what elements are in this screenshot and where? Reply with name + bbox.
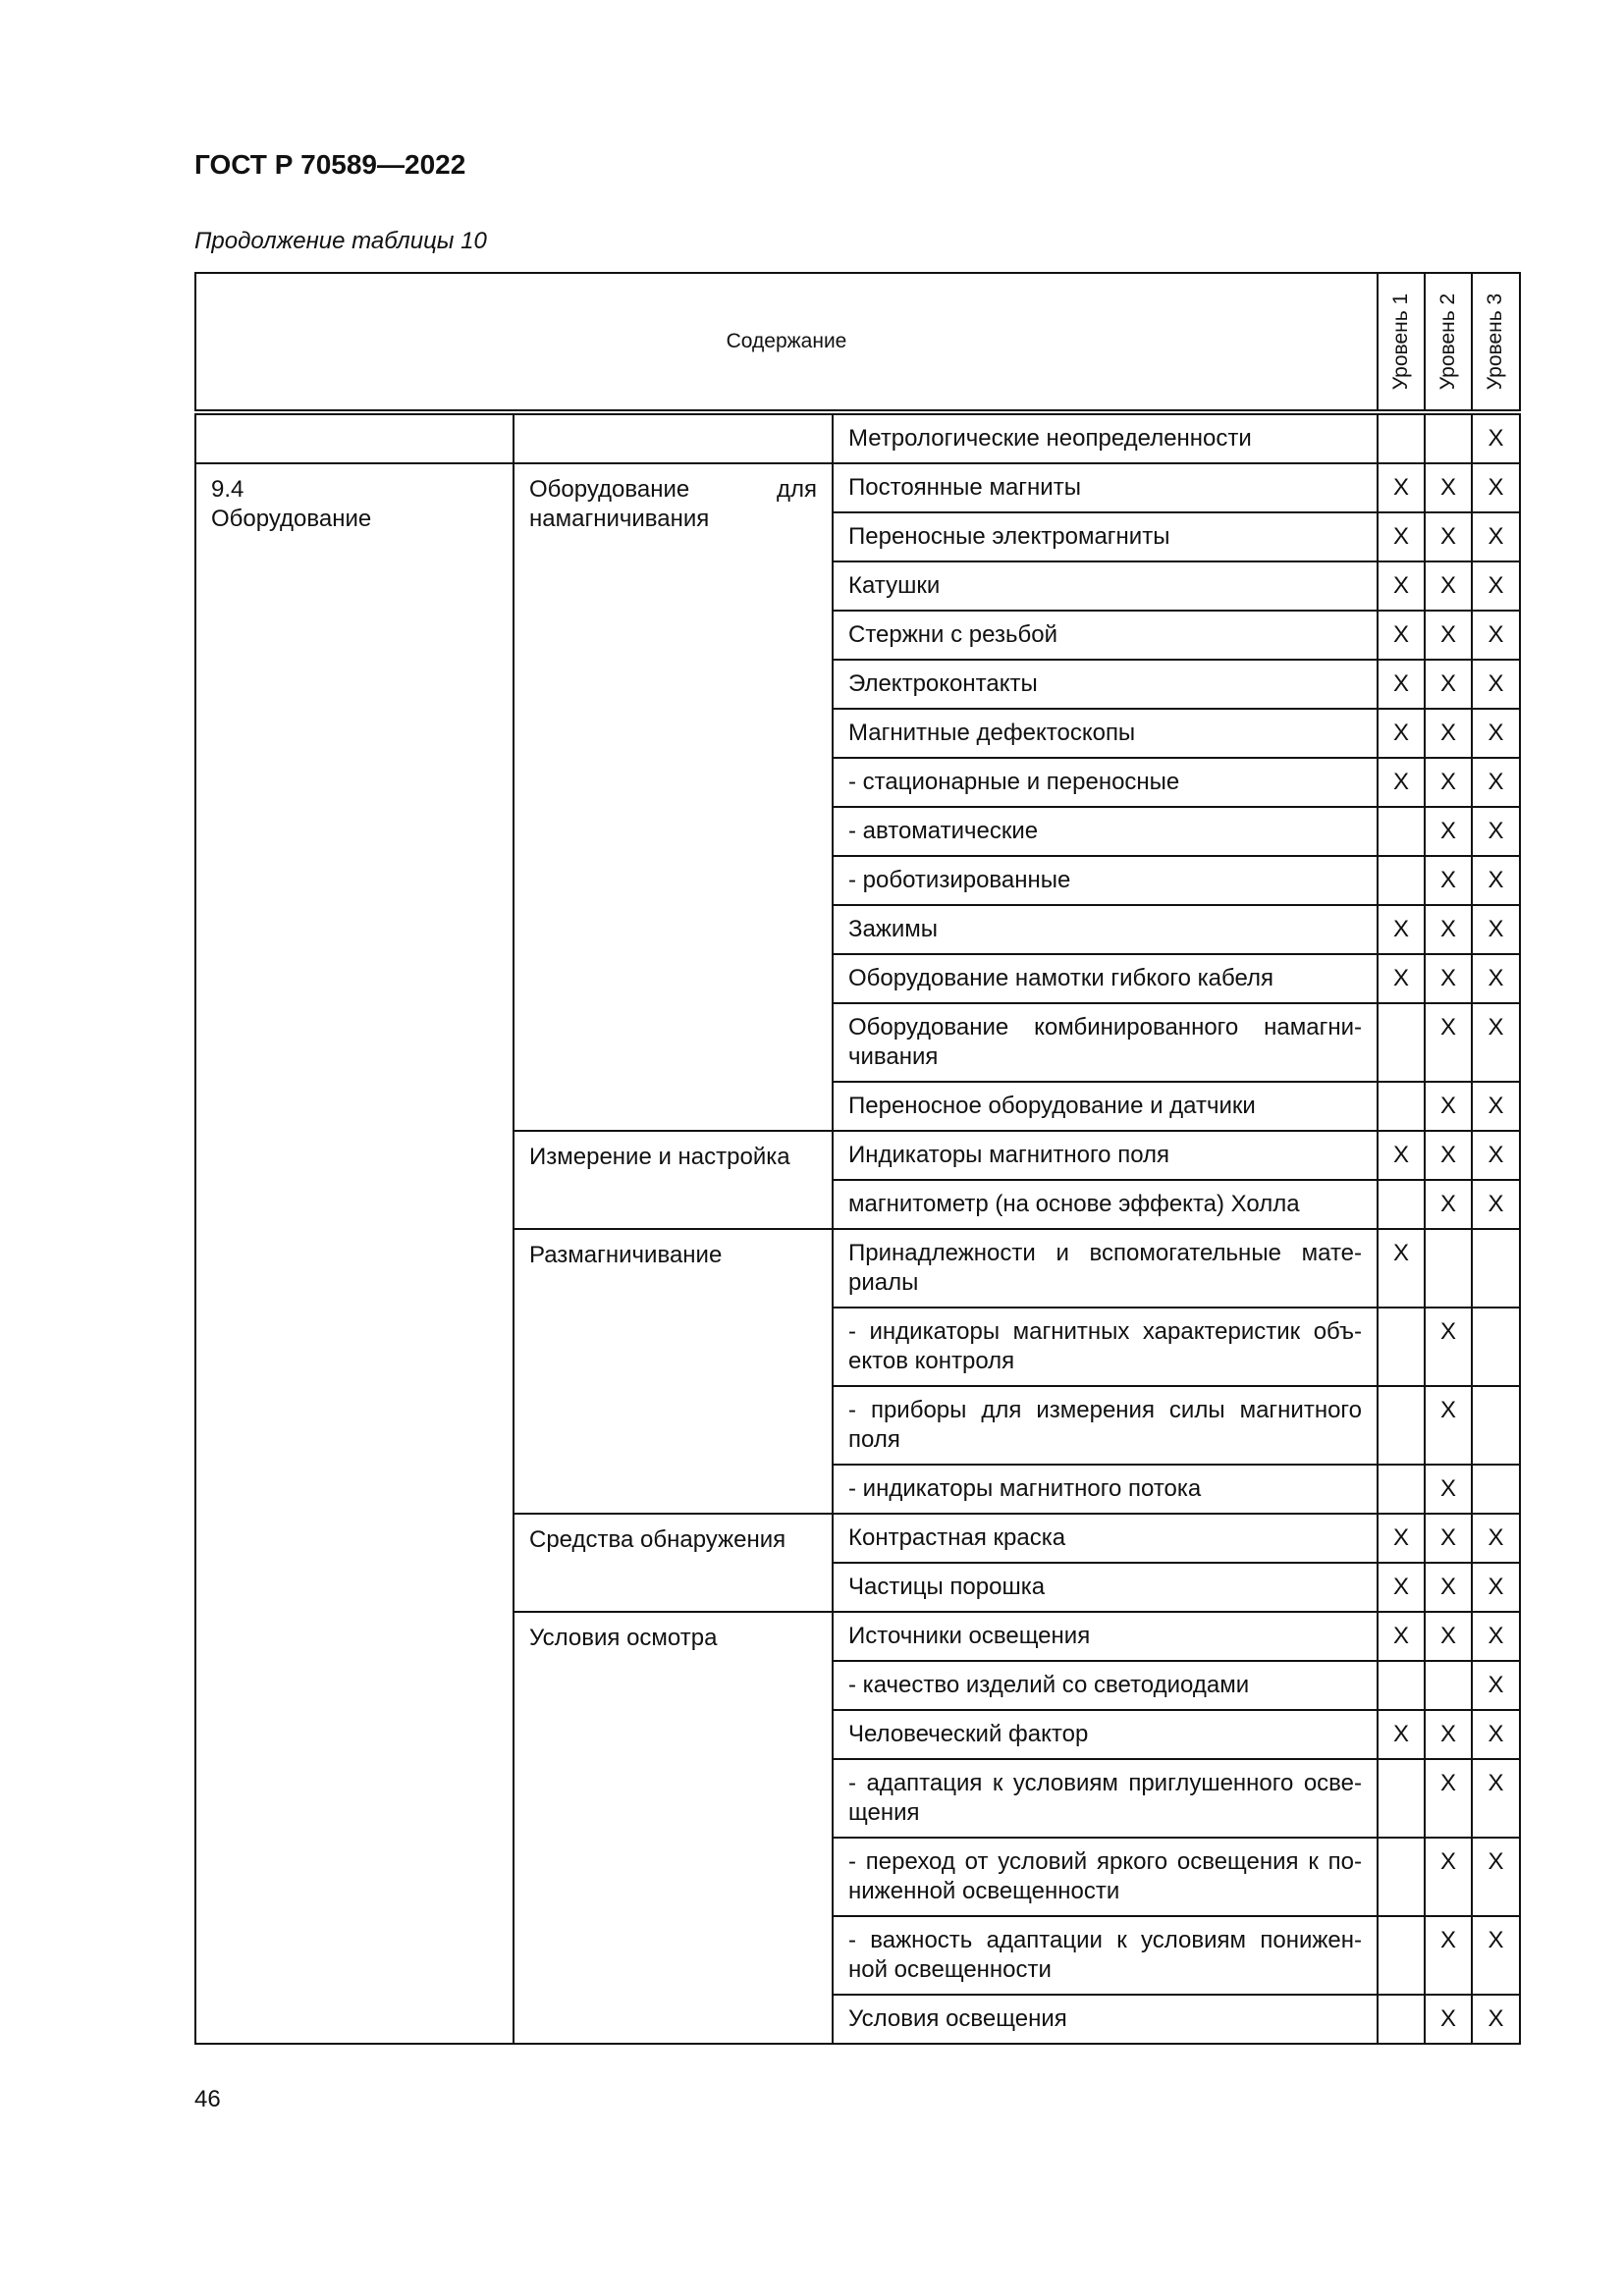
level-2-mark	[1425, 1661, 1472, 1710]
level-2-mark: X	[1425, 1514, 1472, 1563]
item-cell: Индикаторы магнитного поля	[833, 1131, 1378, 1180]
level-3-mark: X	[1472, 954, 1520, 1003]
level-1-mark	[1378, 1082, 1425, 1131]
level-2-mark: X	[1425, 1082, 1472, 1131]
level-3-mark: X	[1472, 1612, 1520, 1661]
level-3-mark	[1472, 1465, 1520, 1514]
item-cell: Постоянные магниты	[833, 463, 1378, 512]
item-cell: - индикаторы магнитных характеристик объ-ектов контроля	[833, 1308, 1378, 1386]
level-1-mark: X	[1378, 709, 1425, 758]
level-3-mark: X	[1472, 1131, 1520, 1180]
level-3-mark: X	[1472, 1838, 1520, 1916]
item-cell: Источники освещения	[833, 1612, 1378, 1661]
item-cell: - переход от условий яркого освещения к по-ниженной освещенности	[833, 1838, 1378, 1916]
item-cell: Катушки	[833, 561, 1378, 611]
level-3-mark: X	[1472, 1003, 1520, 1082]
item-cell: Оборудование намотки гибкого кабеля	[833, 954, 1378, 1003]
level-1-mark: X	[1378, 463, 1425, 512]
level-2-mark: X	[1425, 1612, 1472, 1661]
level-1-mark: X	[1378, 611, 1425, 660]
level-1-mark: X	[1378, 905, 1425, 954]
level-1-mark	[1378, 1180, 1425, 1229]
level-1-mark: X	[1378, 1563, 1425, 1612]
section-title: Оборудование	[211, 506, 372, 532]
level-1-mark: X	[1378, 1131, 1425, 1180]
item-cell: магнитометр (на основе эффекта) Холла	[833, 1180, 1378, 1229]
level-1-mark	[1378, 1759, 1425, 1838]
level-2-mark: X	[1425, 1131, 1472, 1180]
level-3-mark: X	[1472, 561, 1520, 611]
level-1-mark: X	[1378, 954, 1425, 1003]
group-cell: Размагничивание	[514, 1229, 833, 1514]
level-3-mark	[1472, 1386, 1520, 1465]
item-cell: Частицы порошка	[833, 1563, 1378, 1612]
item-cell: - автоматические	[833, 807, 1378, 856]
group-cell: Оборудование для намагничивания	[514, 463, 833, 1131]
level-1-mark: X	[1378, 660, 1425, 709]
item-cell: Магнитные дефектоскопы	[833, 709, 1378, 758]
level-2-mark: X	[1425, 1465, 1472, 1514]
level-1-mark: X	[1378, 1514, 1425, 1563]
level-1-mark	[1378, 856, 1425, 905]
item-cell: Человеческий фактор	[833, 1710, 1378, 1759]
level-3-mark	[1472, 1229, 1520, 1308]
level-3-mark: X	[1472, 412, 1520, 463]
level-3-mark: X	[1472, 1180, 1520, 1229]
table-header-row	[195, 273, 1520, 412]
item-cell: Контрастная краска	[833, 1514, 1378, 1563]
item-cell: Оборудование комбинированного намагни-чивания	[833, 1003, 1378, 1082]
level-2-mark: X	[1425, 856, 1472, 905]
level-3-mark: X	[1472, 1661, 1520, 1710]
level-1-mark: X	[1378, 561, 1425, 611]
level-3-mark: X	[1472, 1995, 1520, 2044]
item-cell: - важность адаптации к условиям понижен-ной освещенности	[833, 1916, 1378, 1995]
group-cell-empty	[514, 412, 833, 463]
level-1-mark	[1378, 1003, 1425, 1082]
group-cell: Измерение и настройка	[514, 1131, 833, 1229]
level-1-mark	[1378, 1465, 1425, 1514]
level-3-mark: X	[1472, 856, 1520, 905]
table-row	[195, 412, 1520, 463]
item-cell: Условия освещения	[833, 1995, 1378, 2044]
item-cell: Стержни с резьбой	[833, 611, 1378, 660]
level-2-mark: X	[1425, 1003, 1472, 1082]
page-number: 46	[194, 2086, 221, 2112]
level-1-mark: X	[1378, 1612, 1425, 1661]
level-3-mark: X	[1472, 1514, 1520, 1563]
level-1-mark: X	[1378, 512, 1425, 561]
level-3-mark: X	[1472, 807, 1520, 856]
level-3-mark: X	[1472, 709, 1520, 758]
item-cell: - стационарные и переносные	[833, 758, 1378, 807]
item-cell: - роботизированные	[833, 856, 1378, 905]
level-3-mark: X	[1472, 1759, 1520, 1838]
level-3-mark: X	[1472, 905, 1520, 954]
item-cell: Зажимы	[833, 905, 1378, 954]
document-code: ГОСТ Р 70589—2022	[194, 149, 466, 180]
level-1-mark: X	[1378, 758, 1425, 807]
level-2-mark: X	[1425, 1710, 1472, 1759]
level-2-mark: X	[1425, 512, 1472, 561]
table-caption: Продолжение таблицы 10	[194, 228, 487, 254]
item-cell: - индикаторы магнитного потока	[833, 1465, 1378, 1514]
header-level-2: Уровень 2	[1425, 273, 1472, 412]
level-1-mark: X	[1378, 1229, 1425, 1308]
header-level-1: Уровень 1	[1378, 273, 1425, 412]
level-2-mark: X	[1425, 611, 1472, 660]
level-1-mark: X	[1378, 1710, 1425, 1759]
level-3-mark: X	[1472, 758, 1520, 807]
level-3-mark: X	[1472, 1916, 1520, 1995]
item-cell: Метрологические неопределенности	[833, 412, 1378, 463]
level-1-mark	[1378, 807, 1425, 856]
level-2-mark: X	[1425, 807, 1472, 856]
level-3-mark: X	[1472, 1563, 1520, 1612]
section-cell-empty	[195, 412, 514, 463]
level-3-mark: X	[1472, 611, 1520, 660]
section-number: 9.4	[211, 476, 244, 503]
section-cell	[195, 463, 514, 2044]
level-2-mark	[1425, 412, 1472, 463]
group-cell: Условия осмотра	[514, 1612, 833, 2044]
level-2-mark: X	[1425, 1563, 1472, 1612]
level-2-mark: X	[1425, 1386, 1472, 1465]
level-3-mark: X	[1472, 660, 1520, 709]
level-2-mark: X	[1425, 1180, 1472, 1229]
item-cell: - приборы для измерения силы магнитного поля	[833, 1386, 1378, 1465]
level-2-mark: X	[1425, 1308, 1472, 1386]
level-2-mark: X	[1425, 954, 1472, 1003]
requirements-table	[194, 272, 1521, 2045]
item-cell: Переносные электромагниты	[833, 512, 1378, 561]
level-1-mark	[1378, 1386, 1425, 1465]
level-2-mark: X	[1425, 905, 1472, 954]
level-2-mark: X	[1425, 561, 1472, 611]
level-2-mark	[1425, 1229, 1472, 1308]
item-cell: Электроконтакты	[833, 660, 1378, 709]
level-2-mark: X	[1425, 1838, 1472, 1916]
level-2-mark: X	[1425, 1916, 1472, 1995]
item-cell: - адаптация к условиям приглушенного осве-щения	[833, 1759, 1378, 1838]
header-content: Содержание	[195, 273, 1378, 412]
level-3-mark: X	[1472, 512, 1520, 561]
group-cell: Средства обнаружения	[514, 1514, 833, 1612]
item-cell: Переносное оборудование и датчики	[833, 1082, 1378, 1131]
table-row	[195, 463, 1520, 512]
level-1-mark	[1378, 1838, 1425, 1916]
header-level-3: Уровень 3	[1472, 273, 1520, 412]
level-2-mark: X	[1425, 1759, 1472, 1838]
level-1-mark	[1378, 1661, 1425, 1710]
level-3-mark	[1472, 1308, 1520, 1386]
level-1-mark	[1378, 1916, 1425, 1995]
level-3-mark: X	[1472, 463, 1520, 512]
item-cell: - качество изделий со светодиодами	[833, 1661, 1378, 1710]
level-1-mark	[1378, 412, 1425, 463]
level-1-mark	[1378, 1995, 1425, 2044]
level-1-mark	[1378, 1308, 1425, 1386]
level-2-mark: X	[1425, 660, 1472, 709]
level-2-mark: X	[1425, 758, 1472, 807]
level-3-mark: X	[1472, 1710, 1520, 1759]
level-2-mark: X	[1425, 463, 1472, 512]
item-cell: Принадлежности и вспомогательные мате-риалы	[833, 1229, 1378, 1308]
level-2-mark: X	[1425, 709, 1472, 758]
level-3-mark: X	[1472, 1082, 1520, 1131]
level-2-mark: X	[1425, 1995, 1472, 2044]
